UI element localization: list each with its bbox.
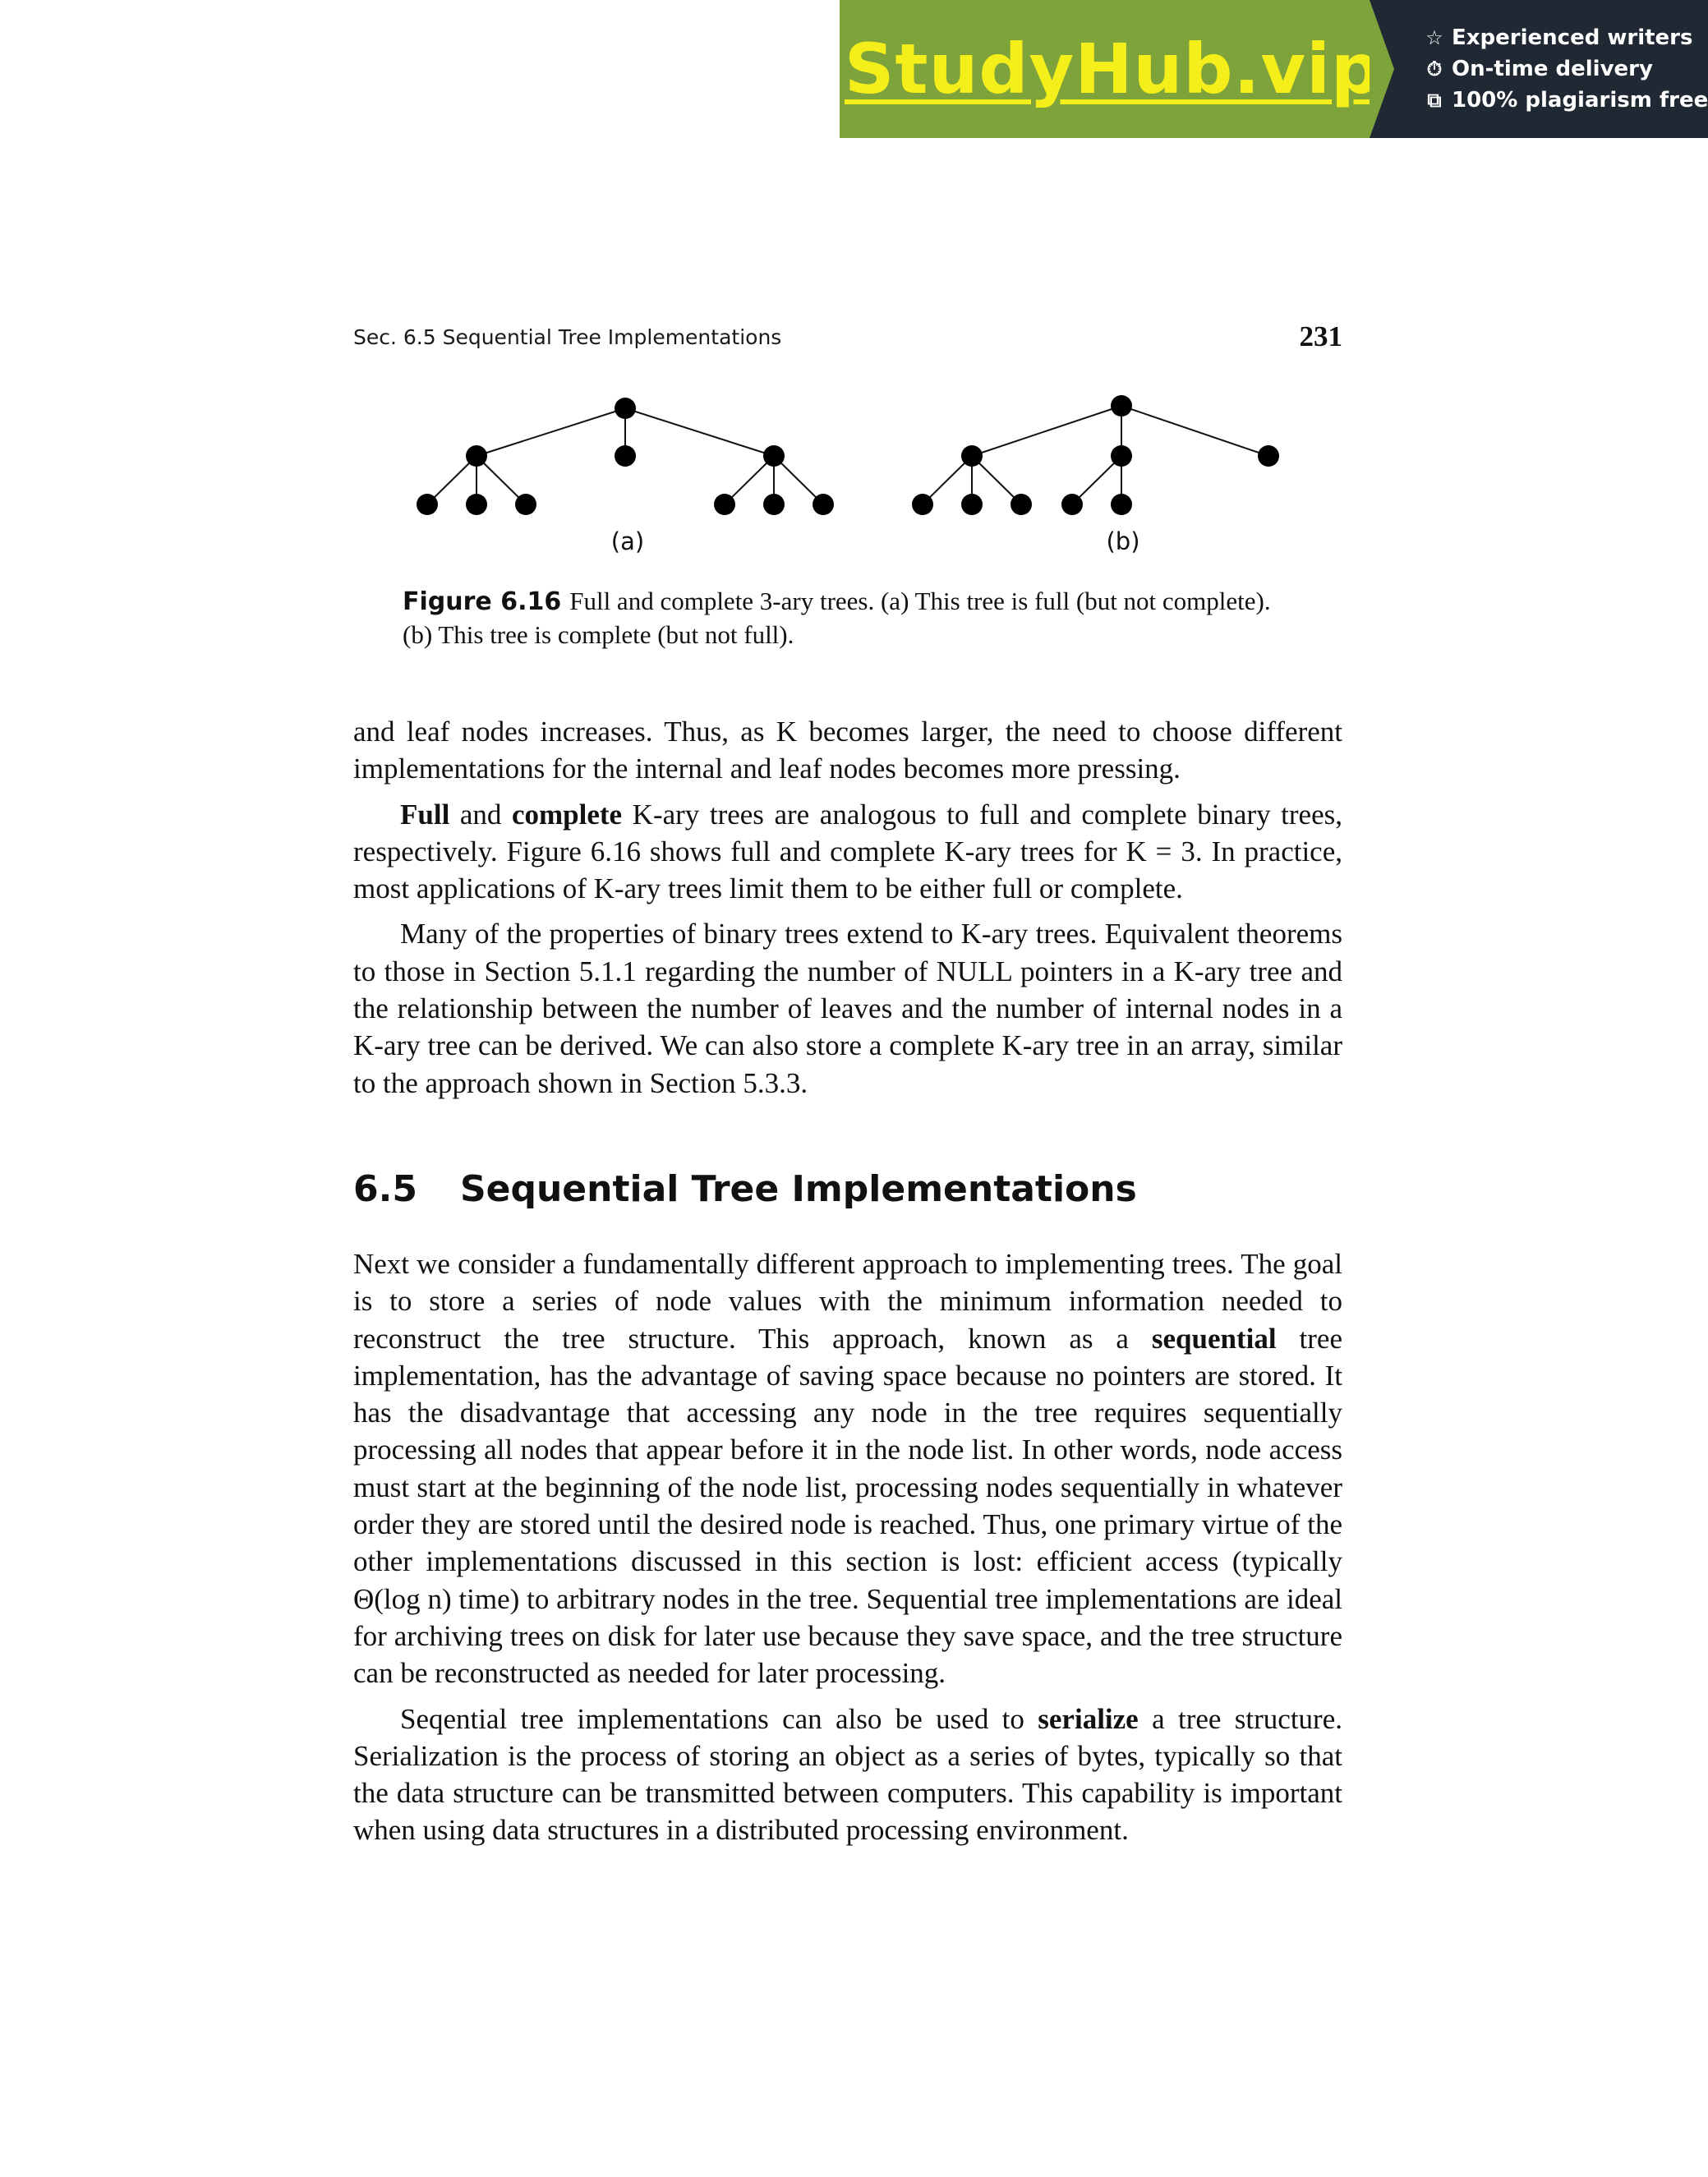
term-serialize: serialize xyxy=(1038,1702,1139,1735)
feature-label: On-time delivery xyxy=(1452,57,1653,81)
paragraph xyxy=(353,1245,1342,1692)
text-run: and xyxy=(449,798,512,831)
tree-a-internal-node xyxy=(466,445,487,467)
term-full: Full xyxy=(400,798,450,831)
section-number: 6.5 xyxy=(353,1168,417,1210)
text-run: a tree structure. Serialization is the process of storing an object as a series of bytes, typically so that the data structure can be transmitted between computers. This capability is important when using data structures in a distributed processing environment. xyxy=(353,1702,1342,1847)
feature-item xyxy=(1424,25,1708,50)
running-head xyxy=(353,320,1342,353)
tree-b-internal-node xyxy=(1111,445,1132,467)
tree-a-leaf-node xyxy=(813,494,834,515)
tree-a-leaf-node xyxy=(466,494,487,515)
feature-label: 100% plagiarism free xyxy=(1452,88,1708,113)
tree-b-leaf-node xyxy=(1061,494,1083,515)
tree-a-leaf-node xyxy=(515,494,536,515)
text-run: tree implementation, has the advantage of saving space because no pointers are stored. It has the disadvantage that accessing any node in the tree requires sequentially processing all nodes that appear before it in the node list. In other words, node access must start at the beginning of the node list, processing nodes sequentially in whatever order they are stored until the desired node is reached. Thus, one primary virtue of the other implementations discussed in this section is lost: efficient access (typically Θ(log n) time) to arbitrary nodes in the tree. Sequential tree implementations are ideal for archiving trees on disk for later use because they save space, and the tree structure can be reconstructed as needed for later processing. xyxy=(353,1322,1342,1690)
feature-item xyxy=(1424,57,1708,81)
feature-list xyxy=(1370,0,1708,138)
brand-panel[interactable] xyxy=(840,0,1382,138)
text-run: K-ary trees are analogous to full and complete binary trees, respectively. Figure 6.16 shows full and complete K-ary trees for K = 3. In practice, most applications of K-ary trees limit them to be either full or complete. xyxy=(353,798,1342,905)
tree-a-internal-node xyxy=(763,445,785,467)
text-run: Next we consider a fundamentally different approach to implementing trees. The goal is to store a series of node values with the minimum information needed to reconstruct the tree structure. This approach, known as a xyxy=(353,1248,1342,1355)
caption-line xyxy=(403,585,1323,619)
tree-b-leaf-node xyxy=(961,494,983,515)
text-run: Seqential tree implementations can also be used to xyxy=(400,1702,1038,1735)
tree-a-leaf-node xyxy=(714,494,735,515)
intro-text xyxy=(353,713,1342,1102)
tree-b-internal-node xyxy=(961,445,983,467)
tree-a-leaf-node xyxy=(763,494,785,515)
caption-line: (b) This tree is complete (but not full). xyxy=(403,620,794,649)
copy-check-icon: ⧉ xyxy=(1427,89,1442,112)
term-sequential: sequential xyxy=(1151,1322,1277,1355)
star-outline-icon: ☆ xyxy=(1425,26,1443,49)
tree-b-label: (b) xyxy=(1106,527,1140,555)
section-heading xyxy=(353,1168,1342,1210)
tree-b-leaf-node xyxy=(1011,494,1032,515)
clock-icon: ⏱ xyxy=(1426,58,1443,81)
caption-text: Full and complete 3-ary trees. (a) This tree is full (but not complete). xyxy=(569,587,1271,615)
paragraph xyxy=(353,1701,1342,1849)
tree-b-root-node xyxy=(1111,395,1132,417)
term-complete: complete xyxy=(511,798,623,831)
tree-b-leaf-node xyxy=(1111,494,1132,515)
paragraph: Many of the properties of binary trees extend to K-ary trees. Equivalent theorems to those in Section 5.1.1 regarding the number of NULL pointers in a K-ary tree and the relationship between the number of leaves and the number of internal nodes in a K-ary tree can be derived. We can also store a complete K-ary tree in an array, similar to the approach shown in Section 5.3.3. xyxy=(353,918,1342,1099)
page-number: 231 xyxy=(1299,320,1342,352)
section-title: Sequential Tree Implementations xyxy=(459,1168,1137,1210)
tree-b-leaf-node xyxy=(912,494,933,515)
running-head-section: Sec. 6.5 Sequential Tree Implementations xyxy=(353,325,782,349)
figure-number: Figure 6.16 xyxy=(403,587,562,616)
section-text xyxy=(353,1245,1342,1849)
tree-b-leaf-node xyxy=(1258,445,1279,467)
tree-a-leaf-node xyxy=(417,494,438,515)
feature-item xyxy=(1424,88,1708,113)
paragraph: and leaf nodes increases. Thus, as K becomes larger, the need to choose different implementations for the internal and leaf nodes becomes more pressing. xyxy=(353,716,1342,785)
ad-banner[interactable] xyxy=(840,0,1708,138)
figure-caption xyxy=(403,585,1323,651)
paragraph xyxy=(353,796,1342,908)
tree-a-leaf-node xyxy=(615,445,636,467)
feature-label: Experienced writers xyxy=(1452,25,1693,50)
tree-nodes xyxy=(403,386,1306,526)
tree-a-label: (a) xyxy=(610,527,645,555)
brand-logo[interactable]: StudyHub.vip xyxy=(844,29,1382,109)
figure-6-16 xyxy=(403,386,1306,567)
tree-a-root-node xyxy=(615,398,636,419)
